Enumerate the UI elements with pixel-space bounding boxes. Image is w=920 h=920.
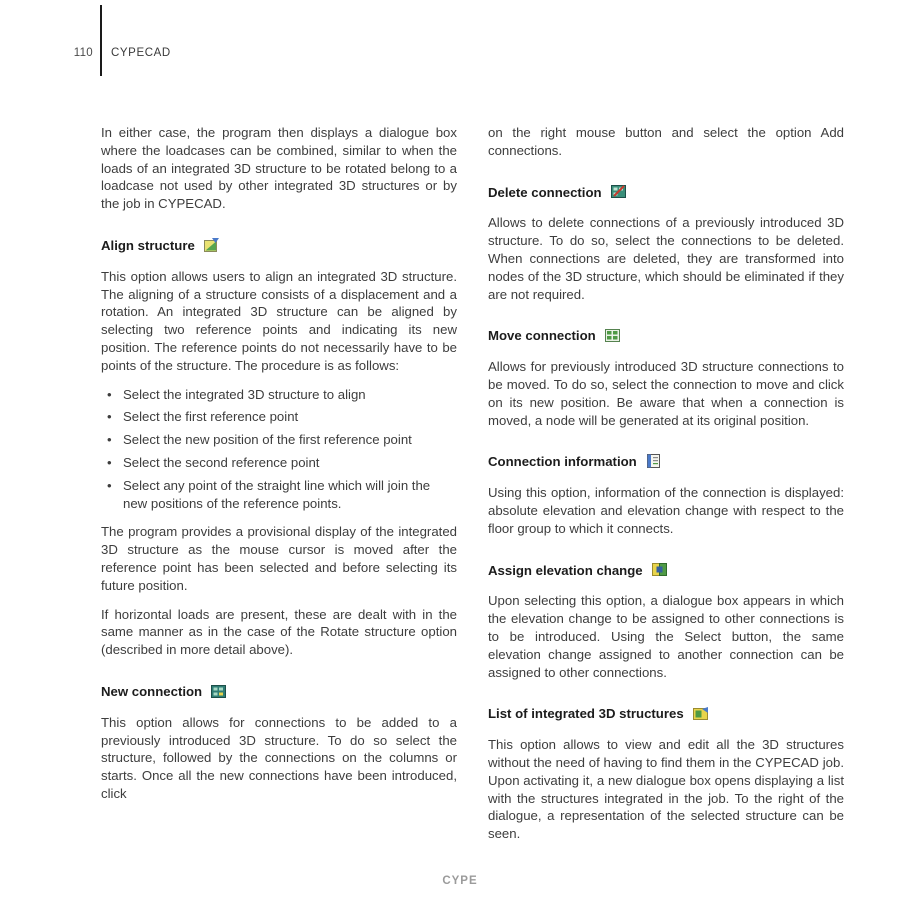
header-divider	[100, 5, 102, 76]
section-heading-align-structure	[101, 237, 457, 255]
paragraph: This option allows users to align an integrated 3D structure. The aligning of a structure consists of a displacement and a rotation. An integrated 3D structure can be aligned by selecting two reference points and indicating its new position. The reference points do not necessarily have to be points of the structure. The procedure is as follows:	[101, 268, 457, 373]
heading-label: Assign elevation change	[488, 562, 643, 578]
move-connection-icon	[604, 327, 621, 343]
section-heading-list-of-integrated-3d-structures	[488, 705, 844, 723]
section-heading-new-connection	[101, 683, 457, 701]
section-heading-delete-connection	[488, 184, 844, 202]
bullet-item: • Select any point of the straight line which will join the new positions of the reference points.	[123, 477, 457, 513]
paragraph: Allows for previously introduced 3D structure connections to be moved. To do so, select the connection to move and click on its new position. Be aware that when a connection is moved, a node will be generated at its original position.	[488, 359, 844, 428]
connection-information-icon	[645, 453, 662, 469]
heading-label: New connection	[101, 683, 203, 699]
bullet-item: • Select the integrated 3D structure to align	[123, 386, 457, 404]
paragraph: Using this option, information of the connection is displayed: absolute elevation and elevation change with respect to the floor group to which it connects.	[488, 485, 844, 536]
list-of-integrated-3d-structures-icon	[692, 705, 709, 721]
bullet-item: • Select the first reference point	[123, 408, 457, 426]
heading-label: Align structure	[101, 237, 195, 253]
right-column	[488, 124, 844, 854]
assign-elevation-change-icon	[651, 561, 668, 577]
paragraph: If horizontal loads are present, these are dealt with in the same manner as in the case of the Rotate structure option (described in more detail above).	[101, 606, 457, 658]
left-column	[101, 124, 457, 814]
bullet-item: • Select the new position of the first reference point	[123, 431, 457, 449]
heading-label: Delete connection	[488, 184, 602, 200]
delete-connection-icon	[610, 183, 627, 199]
paragraph: This option allows to view and edit all the 3D structures without the need of having to find them in the CYPECAD job. Upon activating it, a new dialogue box opens displaying a list with the structures integrated in the job. To the right of the dialogue, a representation of the selected structure can be seen.	[488, 737, 844, 842]
heading-label: Connection information	[488, 454, 637, 470]
bullet-item: • Select the second reference point	[123, 454, 457, 472]
section-heading-assign-elevation-change	[488, 562, 844, 580]
page-number: 110	[73, 47, 93, 59]
section-heading-move-connection	[488, 327, 844, 345]
section-heading-connection-information	[488, 453, 844, 471]
heading-label: List of integrated 3D structures	[488, 706, 684, 722]
paragraph: This option allows for connections to be added to a previously introduced 3D structure. To do so select the structure, followed by the connections on the columns or starts. Once all the new connections have been introduced, click	[101, 714, 457, 801]
paragraph: In either case, the program then displays a dialogue box where the loadcases can be combined, similar to when the loads of an integrated 3D structure to be rotated belong to a loadcase not used by other integrated 3D structures or by the job in CYPECAD.	[101, 125, 457, 212]
header-title: CYPECAD	[111, 47, 171, 59]
bullet-list	[101, 386, 457, 513]
paragraph: Upon selecting this option, a dialogue box appears in which the elevation change to be assigned to other connections is to be introduced. Using the Select button, the same elevation change assigned to another connection can be assigned to other connections.	[488, 593, 844, 680]
new-connection-icon	[210, 683, 227, 699]
align-structure-icon	[203, 237, 220, 253]
paragraph: The program provides a provisional display of the integrated 3D structure as the mouse cursor is moved after the reference point has been selected and before selecting its future position.	[101, 524, 457, 593]
heading-label: Move connection	[488, 328, 596, 344]
paragraph: on the right mouse button and select the option Add connections.	[488, 125, 844, 158]
paragraph: Allows to delete connections of a previously introduced 3D structure. To do so, select the connections to be deleted. When connections are deleted, they are transformed into nodes of the 3D structure, which should be eliminated if they are not required.	[488, 215, 844, 302]
footer-brand: CYPE	[442, 875, 478, 887]
